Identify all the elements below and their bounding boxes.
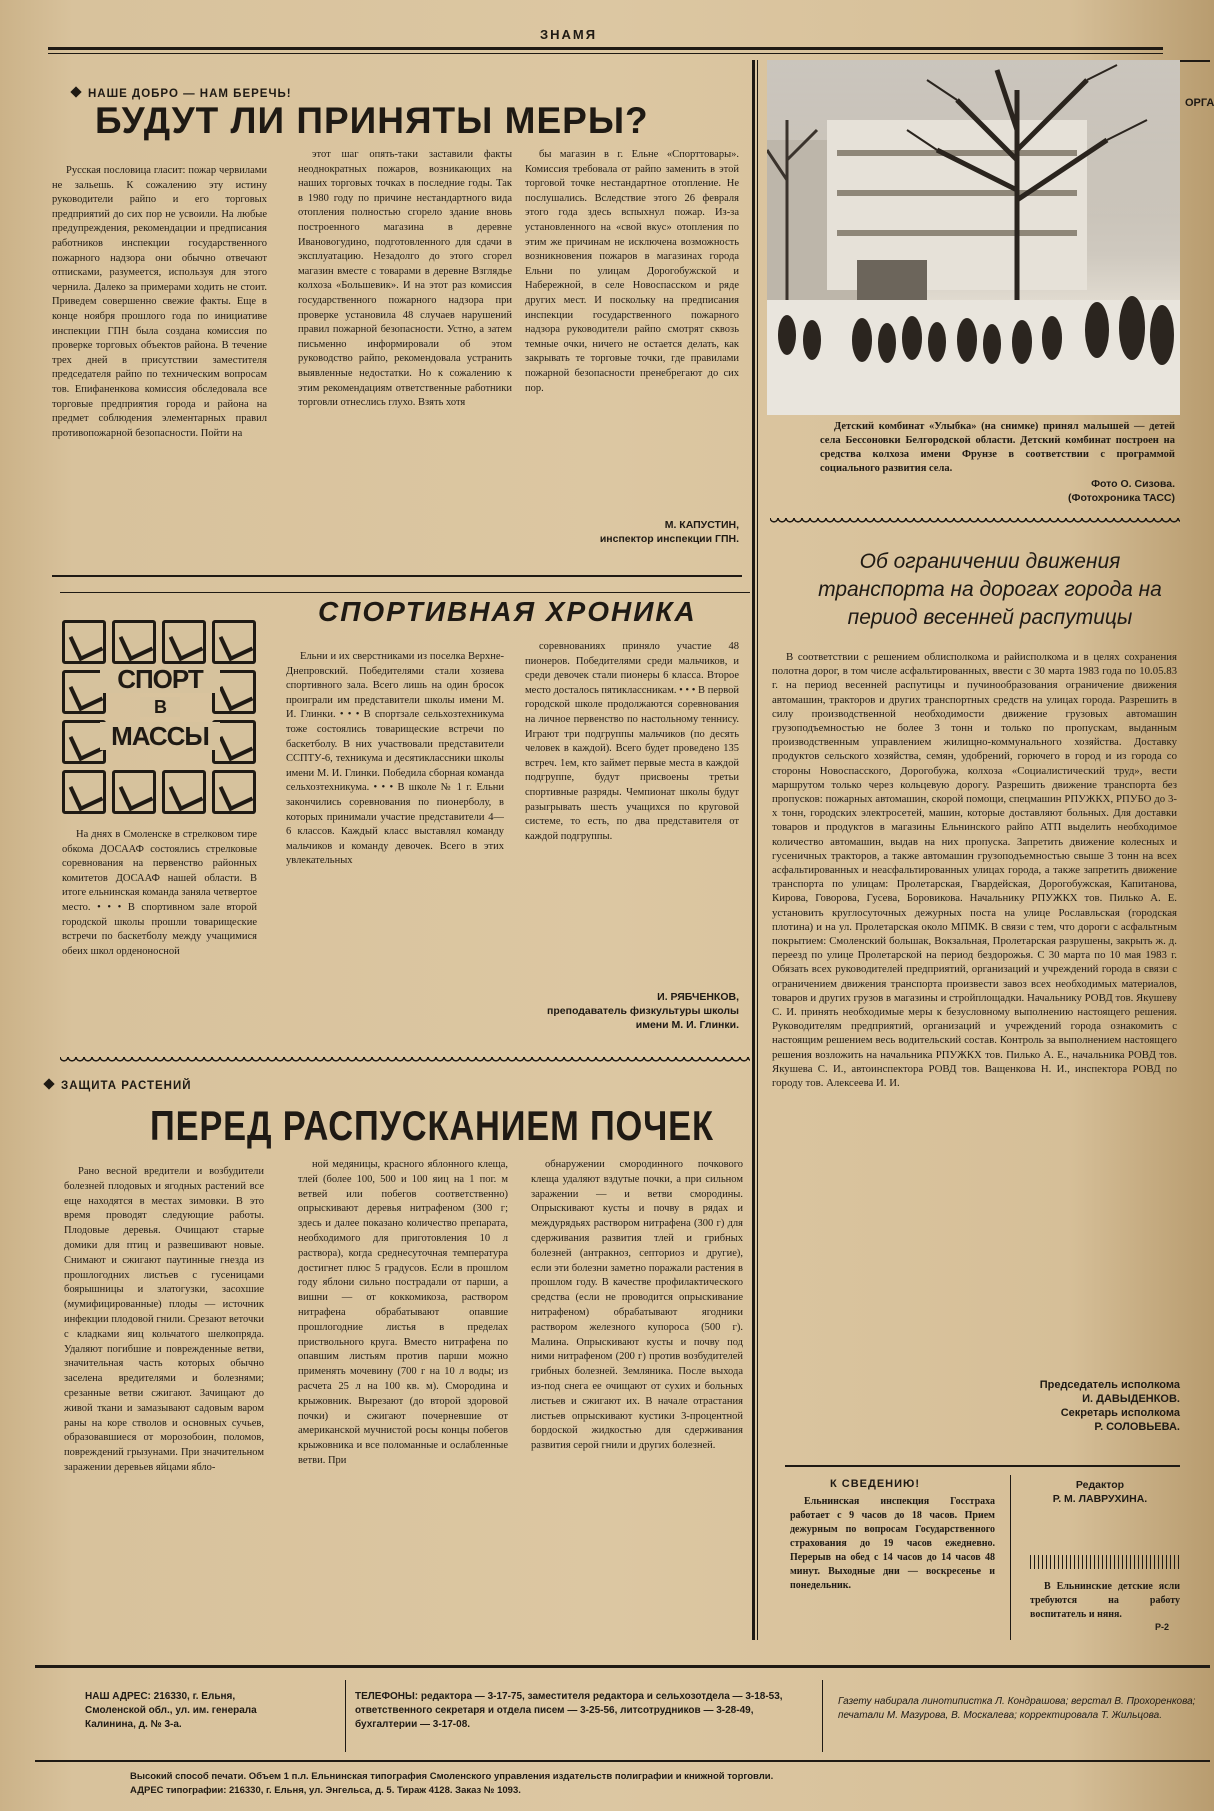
sport-icon [162, 770, 206, 814]
photo-kindergarten [767, 60, 1180, 415]
article2-col3: соревнованиях приняло участие 48 пионеров. Победителями среди мальчиков, и среди девочек стали пионеры 6 класса. Второе место досталось пятиклассникам. • • • В первой городской школе продолжаются соревнования на личное первенство по настольному теннису. Играют три подгруппы мальчиков (по десять человек в каждой). Всего будет проведено 135 встреч. 1ем, кто займет первые места в каждой подгруппе, будут присвоены третьи спортивные разряды. Чемпионат школы будут разыгрывать шесть учащихся по круговой системе, то есть, по два представителя от каждой подгруппы. [525, 641, 739, 842]
sport-icon [112, 770, 156, 814]
footer-phones: ТЕЛЕФОНЫ: редактора — 3-17-75, заместителя редактора и сельхозотдела — 3-18-53, ответственного секретаря и отдела писем — 3-25-56, литсотрудников — 3-28-49, бухгалтерии — 3-17-08. [355, 1691, 783, 1730]
article2-top-rule [60, 592, 750, 593]
footer-address: НАШ АДРЕС: 216330, г. Ельня, Смоленской обл., ул. им. генерала Калинина, д. № 3-а. [85, 1691, 257, 1730]
hatch-divider [1030, 1555, 1180, 1569]
diamond-bullet-icon [70, 86, 81, 97]
footer-divider-1 [345, 1680, 346, 1752]
small-ad: В Ельнинские детские ясли требуются на работу воспитатель и няня. [1030, 1581, 1180, 1620]
article2-col2: Ельни и их сверстниками из поселка Верхне-Днепровский. Победителями стали хозяева спортивного зала. Всего лишь на один бросок проиграли им представители школы имени М. И. Глинки. • • • В спортзале сельхозтехникума тоже состоялись товарищеские встречи по баскетболу. В них участвовали представители ССПТУ-6, техникума и десятиклассники школы имени М. И. Глинки. Победила сборная команда сельхозтехникума. • • • В школе № 1 г. Ельни закончились соревнования по пионерболу, в которых принимали участие представители 4—6 классов. Каждый класс выставлял команду мальчиков и команду девочек. Всего в этих увлекательных [286, 651, 504, 867]
footer-divider-2 [822, 1680, 823, 1752]
notice-body: Ельнинская инспекция Госстраха работает с 9 часов до 18 часов. Прием дежурным по вопросам Государственного страхования до 19 часов ежедневно. Перерыв на обед с 14 часов до 14 часов 48 минут. Выходные дни — воскресенье и понедельник. [790, 1496, 995, 1591]
article1-bottom-rule [52, 575, 742, 577]
article1-signature: М. КАПУСТИН, инспектор инспекции ГПН. [599, 519, 739, 545]
side-strip-text: ОРГА [1185, 97, 1214, 109]
sport-icon [62, 620, 106, 664]
editor-credit: Редактор Р. М. ЛАВРУХИНА. [1052, 1479, 1148, 1505]
article1-kicker: НАШЕ ДОБРО — НАМ БЕРЕЧЬ! [72, 88, 292, 100]
article2-col1: На днях в Смоленске в стрелковом тире обкома ДОСААФ состоялись стрелковые соревнования на первенство районных комитетов ДОСААФ нашей области. В итоге ельнинская команда заняла четвертое место. • • • В спортивном зале второй городской школы прошли товарищеские встречи по баскетболу между учащимися обеих школ орденоносной [62, 829, 257, 957]
column-divider-thin [757, 60, 758, 1640]
diamond-bullet-icon [43, 1078, 54, 1089]
article2-signature: И. РЯБЧЕНКОВ, преподаватель физкультуры школы имени М. И. Глинки. [547, 991, 739, 1031]
top-rule [48, 47, 1163, 50]
article3-headline: Об ограничении движения транспорта на дорогах города на период весенней распутицы [818, 550, 1162, 629]
small-ad-code: Р-2 [1155, 1622, 1170, 1632]
masthead-name: ЗНАМЯ [540, 27, 598, 42]
photo-image [767, 60, 1180, 415]
notice-title: К СВЕДЕНИЮ! [830, 1478, 921, 1490]
footer-rule-2 [35, 1760, 1210, 1762]
article1-col3: бы магазин в г. Ельне «Спорттовары». Комиссия требовала от райпо заменить в этой торговой точке нестандартное отопление. Не послушались. Вследствие этого 26 февраля этого года здесь вспыхнул пожар. Из-за установленного на «свой вкус» отопления по этим же причинам не исключена возможность возникновения пожаров в магазинах города Ельни по улицам Дорогобужской и Набережной, в селе Новоспасском и ряде других мест. И поскольку на предписания инспекции государственного пожарного надзора руководители райпо смотрят сквозь темные очки, ничего не остается делать, как закрывать те торговые точки, где правилами пожарной безопасности пренебрегают до сих пор. [525, 149, 739, 394]
column-divider [752, 60, 755, 1640]
sport-logo-word2: В [140, 697, 180, 717]
sport-icon [212, 620, 256, 664]
footer-print-2: АДРЕС типографии: 216330, г. Ельня, ул. Энгельса, д. 5. Тираж 4128. Заказ № 1093. [130, 1785, 521, 1796]
article4-col1: Рано весной вредители и возбудители болезней плодовых и ягодных растений все еще находятся в местах зимовки. В это время проводят следующие работы. Плодовые деревья. Очищают старые домики для птиц и развешивают новые. Снимают и сжигают паутинные гнезда из прошлогодних листьев с гусеницами боярышницы и златогузки, засохшие (мумифицированные) плоды — источник инфекции плодовой гнили. Срезают веточки с кладками яиц кольчатого шелкопряда. Удаляют погибшие и поврежденные ветви, значительная часть которых обычно заселена вредителями и болезнями; срезанные ветви сжигают. Зачищают до живой ткани и замазывают садовым варом раны на коре стволов и основных сучьев, образовавшиеся от морозобоин, поломов, повреждений грызунами. При значительном заражении деревьев яйцами ябло- [64, 1166, 264, 1473]
notice-top-rule [785, 1465, 1180, 1467]
article1-col2: этот шаг опять-таки заставили факты неоднократных пожаров, возникающих на наших торговых точках в последние годы. Так в 1980 году по причине нестандартного вида отопления полностью сгорело здание вновь построенного магазина в деревне Ивановогудино, подготовленного для сдачи в эксплуатацию. Незадолго до этого сгорел магазин вместе с товарами в деревне Взглядье колхоза «Большевик». И на этот раз комиссия государственного пожарного надзора при проверке установила 48 случаев нарушений правил пожарной безопасности. Устно, а затем письменно информировали об этом руководство райпо, рекомендовала устранить выявленные недостатки. Но к сожалению к этим рекомендациям ответственные работники торговли отнеслись глухо. Взять хотя [298, 149, 512, 409]
notice-divider [1010, 1475, 1011, 1640]
wavy-divider [770, 518, 1180, 525]
wavy-divider-2 [60, 1057, 750, 1064]
footer-credits: Газету набирала линотипистка Л. Кондрашова; верстал В. Прохоренкова; печатали М. Мазурова, В. Москалева; корректировала Т. Жильцова. [838, 1696, 1196, 1721]
sport-icon [62, 770, 106, 814]
article1-col1: Русская пословица гласит: пожар червилами не зальешь. К сожалению эту истину руководители райпо и его торговых предприятий до сих пор не усвоили. На любые предупреждения, рекомендации и предписания работников инспекции государственного пожарного надзора они обычно отвечают отписками, разумеется, используя для этого чернила. Далеко за примерами ходить не стоит. Приведем совершенно свежие факты. Еще в конце ноября прошлого года по инициативе инспекции ГПН была создана комиссия по проверке торговых объектов района. В течение трех дней в присутствии заместителя председателя райпо по техническим вопросам тов. Епифаненкова комиссия обследовала все торговые предприятия города и района на предмет соблюдения элементарных правил противопожарной безопасности. Пойти на [52, 165, 267, 439]
photo-caption: Детский комбинат «Улыбка» (на снимке) принял малышей — детей села Бессоновки Белгородской области. Детский комбинат построен на средства колхоза имени Фрунзе в соответствии с программой социального развития села. [820, 421, 1175, 474]
sport-icon [112, 620, 156, 664]
article2-headline: СПОРТИВНАЯ ХРОНИКА [318, 596, 697, 627]
sport-icon [212, 770, 256, 814]
footer-rule [35, 1665, 1210, 1668]
sport-logo-word1: СПОРТ [100, 665, 220, 693]
photo-credit: Фото О. Сизова. (Фотохроника ТАСС) [1068, 478, 1175, 504]
footer-print: Высокий способ печати. Объем 1 п.л. Ельнинская типография Смоленского управления издательств полиграфии и книжной торговли. [130, 1771, 774, 1782]
sport-logo-grid [62, 620, 256, 814]
article4-kicker: ЗАЩИТА РАСТЕНИЙ [45, 1080, 192, 1092]
article4-col3: обнаружении смородинного почкового клеща удаляют вздутые почки, а при сильном заражении — и ветви смородины. Опрыскивают кусты и почву в рядах и междурядьях раствором нитрафена (300 г) для сдерживания развития тлей и грибных болезней (антракноз, септориоз и другие), если эти болезни заметно поражали растения в прошлом году. В качестве профилактического средства (если не проводится опрыскивание нитрафеном) обрабатывают ягодники раствором железного купороса (500 г). Малина. Опрыскивают кусты и почву под ними нитрафеном (200 г) против возбудителей грибных болезней. Земляника. После выхода из-под снега ее очищают от сухих и больных листьев и сжигают их. В начале отрастания листьев опрыскивают кустики 3-процентной бордоской жидкостью для сдерживания развития серой гнили и других болезней. [531, 1159, 743, 1452]
article3-body: В соответствии с решением облисполкома и райисполкома и в целях сохранения полотна дорог, в том числе асфальтированных, ввести с 30 марта 1983 года по 10.05.83 г. на период весенней распутицы и пучинообразования ограничение движения автомашин, тракторов и других транспортных средств на улицах города. Разрешить в силу производственной необходимости движение грузовых автомашин грузоподъемностью не более 3 тонн и только по пропускам, выданным производственным управлением жилищно-коммунального хозяйства. Доставку продуктов сельского хозяйства, семян, удобрений, горючего в город и из города со стороны Новоспасского, Дорогобужа, колхоза «Социалистический труд», вести маршрутом только через кольцевую дорогу. Разрешить движение транспорта без пропусков: пожарных автомашин, скорой помощи, спецмашин РПУЖКХ, РПУБО до 3-х тонн, городских электросетей, машин, которые доставляют больных. Для доставки товаров и продуктов в магазины Ельнинского райпо АТП выделить необходимое количество автомашин, выдав на них пропуска. Запретить движение колесных и гусеничных тракторов, а также автомашин грузоподъемностью свыше 3 тонн на всех асфальтированных и неасфальтированных улицах города, а также запретить движение транспорта по улицам: Пролетарская, Гвардейская, Дорогобужская, Капитанова, Кирова, Говорова, Гусева, Боровикова. Начальнику РПУЖКХ тов. Пилько А. Е. установить круглосуточных дежурных поста на улице Рославльская (городская плотина) и на ул. Пролетарская около МПМК. В связи с тем, что дороги с асфальтным покрытием: Смоленский большак, Вокзальная, Пролетарская разрушены, закрыть ж. д. переезд по улице Пролетарской на период бездорожья. С 30 марта по 10 мая 1983 г. Обязать всех руководителей предприятий, организаций и учреждений города в связи с ограничением движения транспорта произвести завоз всех необходимых материалов, товаров и других грузов в магазины и стройплощадки. Начальнику РОВД тов. Якушеву С. И. принять необходимые меры к безусловному выполнению настоящего решения. Руководителям предприятий, организаций и учреждений города ознакомить с настоящим решением весь водительский состав. Контроль за выполнением настоящего решения возложить на начальника РПУЖКХ тов. Пилько А. Е., начальника РОВД тов. Якушева С. И., автоинспектора РОВД тов. Ващенкова Н. И., инспектора РОВД по городу тов. Алексеева И. И. [772, 651, 1177, 1090]
sport-logo-word3: МАССЫ [100, 722, 220, 750]
article3-signatures: Председатель исполкома И. ДАВЫДЕНКОВ. Секретарь исполкома Р. СОЛОВЬЕВА. [1039, 1379, 1180, 1433]
top-rule-thin [48, 53, 1163, 54]
article4-headline: ПЕРЕД РАСПУСКАНИЕМ ПОЧЕК [150, 1102, 714, 1149]
article1-headline: БУДУТ ЛИ ПРИНЯТЫ МЕРЫ? [95, 100, 649, 141]
sport-icon [162, 620, 206, 664]
article4-col2: ной медяницы, красного яблонного клеща, тлей (более 100, 500 и 100 яиц на 1 пог. м ветвей или побегов соответственно) опрыскивают деревья нитрафеном (300 г; здесь и далее показано количество препарата, необходимого для приготовления 10 л раствора), когда среднесуточная температура достигнет плюс 5 градусов. Если в прошлом году яблони сильно пострадали от парши, а вишни — от коккомикоза, раствором нитрафена обрабатывают опавшие прошлогодние листья в пределах приствольного круга. Вместо нитрафена по опавшим листьям против парши можно применять мочевину (700 г на 10 л воды; из расчета 25 л на 100 кв. м). Смородина и крыжовник. Вырезают (до второй здоровой почки) и сжигают почерневшие от американской мучнистой росы концы побегов крыжовника и все поломанные и ослабленные ветви. При [298, 1159, 508, 1466]
